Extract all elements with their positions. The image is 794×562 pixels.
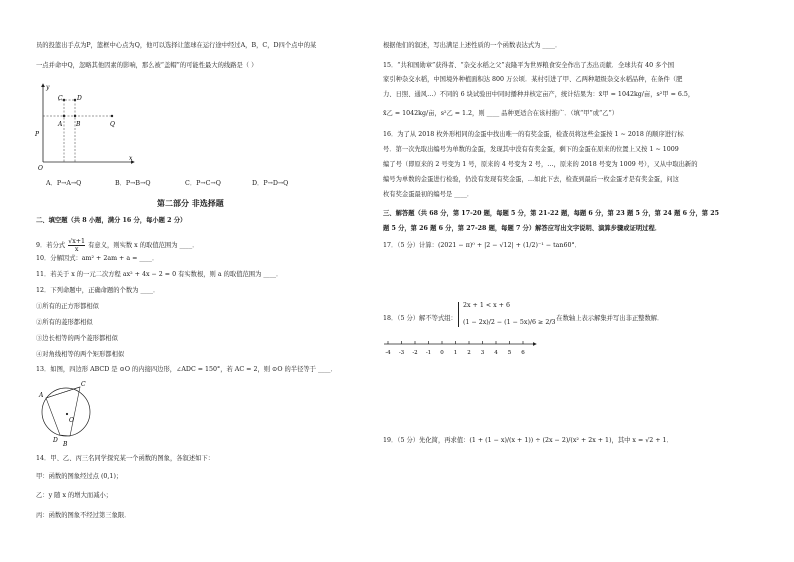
q11: 11．若关于 x 的一元二次方程 ax² + 4x − 2 = 0 有实数根，则 a 的取值范围为 ____． xyxy=(36,271,283,278)
x-label: x xyxy=(129,155,133,162)
q15-line-3: 力、日照、通风…）不同的 6 块试验田中同时播种并核定亩产，统计结果为：x̄甲 = 1042kg/亩，s²甲 = 6.5， xyxy=(383,91,695,98)
q9-fraction xyxy=(68,238,85,253)
point-a: A xyxy=(58,121,63,128)
q18-post: ，在数轴上表示解集并写出非正整数解． xyxy=(550,315,664,322)
q9-numerator: √x+1 xyxy=(68,238,86,245)
q12-item-2: ②所有的菱形都相似 xyxy=(36,319,93,326)
q18-eq-2: (1 − 2x)/2 − (1 − 5x)/6 ≥ 2/3 xyxy=(463,319,556,326)
q9-post: 有意义，则实数 x 的取值范围为 ____． xyxy=(88,242,199,249)
origin-label: O xyxy=(38,165,43,172)
circle-figure xyxy=(36,376,96,448)
tick-label: 0 xyxy=(440,350,444,356)
q15-line-1: 15．“共和国勋章”获得者、“杂交水稻之父”袁隆平为世界粮食安全作出了杰出贡献．全球共有 40 多个国 xyxy=(383,62,675,69)
tick-label: 6 xyxy=(521,350,525,356)
circle-point-a: A xyxy=(39,392,44,399)
tick-label: 2 xyxy=(467,350,471,356)
q9 xyxy=(36,238,198,253)
q16-line-4: 编号为单数的金蛋进行检验，仍没有发现有奖金蛋，…如此下去，检查到最后一枚金蛋才是有奖金蛋，问这 xyxy=(383,176,679,183)
q12-item-4: ④对角线相等的两个矩形都相似 xyxy=(36,351,125,358)
fill-blank-heading: 二、填空题（共 8 小题，满分 16 分，每小题 2 分） xyxy=(36,217,187,224)
q14-item-3: 丙：函数的图象不经过第三象限． xyxy=(36,512,131,519)
point-q: Q xyxy=(110,121,115,128)
solve-heading-2: 题 5 分，第 26 题 6 分，第 27-28 题，每题 7 分）解答应写出文字说明、演算步骤或证明过程． xyxy=(383,225,662,232)
tick-label: 3 xyxy=(480,350,485,356)
tick-label: -2 xyxy=(412,350,418,356)
point-p: P xyxy=(35,131,40,138)
point-b: B xyxy=(76,121,81,128)
circle-point-d: D xyxy=(53,437,58,444)
choice-d: D．P→D→Q xyxy=(252,180,289,187)
circle-point-b: B xyxy=(63,441,68,448)
part-title: 第二部分 非选择题 xyxy=(157,198,224,208)
q16-line-3: 编了号（即原来的 2 号变为 1 号，原来的 4 号变为 2 号，…，原来的 2018 号变为 1009 号），又从中取出新的 xyxy=(383,161,698,168)
q17: 17．（5 分）计算：(2021 − π)⁰ + |2 − √12| + (1/2)⁻¹ − tan60°． xyxy=(383,242,581,249)
intro-line-2: 一点并命中Q，忽略其他因素的影响，那么被“盖帽”的可能性最大的线路是（ ） xyxy=(36,62,258,69)
q15-line-4: x̄乙 = 1042kg/亩，s²乙 = 1.2，则 ____ 品种更适合在该村推广．（填“甲”或“乙”） xyxy=(383,110,619,117)
q14-item-2: 乙：y 随 x 的增大而减小； xyxy=(36,492,113,499)
tick-label: -3 xyxy=(398,350,405,356)
q14-item-1: 甲：函数的图象经过点 (0,1)； xyxy=(36,473,123,480)
q18-eq-1: 2x + 1 < x + 6 xyxy=(463,302,510,309)
point-c: C xyxy=(58,95,63,102)
choice-a: A．P→A→Q xyxy=(46,180,82,187)
q15-line-2: 家引种杂交水稻，中国境外种植面积达 800 万公顷．某村引进了甲、乙两种超级杂交水稻品种，在条件（肥 xyxy=(383,76,683,83)
tick-label: 1 xyxy=(453,350,458,356)
q9-denominator: x xyxy=(74,246,79,253)
tick-label: 4 xyxy=(494,350,498,356)
tick-label: -4 xyxy=(385,350,391,356)
q16-line-5: 枚有奖金蛋最初的编号是 ____． xyxy=(383,191,474,198)
point-d: D xyxy=(77,95,82,102)
q19: 19．（5 分）先化简，再求值：(1 + (1 − x)/(x + 1)) ÷ (2x − 2)/(x² + 2x + 1)，其中 x = √2 + 1． xyxy=(383,437,673,444)
q14: 14．甲、乙、丙三名同学探究某一个函数的图象，各叙述如下： xyxy=(36,455,215,462)
circle-point-c: C xyxy=(81,381,86,388)
tick-label: -1 xyxy=(425,350,432,356)
q16-line-1: 16．为了从 2018 枚外形相同的金蛋中找出唯一的有奖金蛋，检查员将这些金蛋按 1 ~ 2018 的顺序进行标 xyxy=(383,131,684,138)
number-line xyxy=(380,338,540,360)
tick-label: 5 xyxy=(507,350,512,356)
q9-pre: 9．若分式 xyxy=(36,242,66,249)
q18-pre: 18．（5 分）解不等式组： xyxy=(383,315,457,322)
solve-heading-1: 三、解答题（共 68 分，第 17-20 题，每题 5 分，第 21-22 题，每题 6 分，第 23 题 5 分，第 24 题 6 分，第 25 xyxy=(383,210,720,217)
q12-item-3: ③边长相等的两个菱形都相似 xyxy=(36,335,118,342)
y-label: y xyxy=(46,84,50,91)
choice-c: C．P→C→Q xyxy=(185,180,221,187)
intro-line-1: 员的投篮出手点为P，篮框中心点为Q，他可以选择让篮球在运行途中经过A，B，C，D四个点中的某 xyxy=(36,42,317,49)
q12: 12．下列命题中，正确命题的个数为 ____． xyxy=(36,287,160,294)
circle-center-o: O xyxy=(69,417,74,424)
choice-b: B．P→B→Q xyxy=(115,180,151,187)
q18-system xyxy=(458,302,555,327)
q10: 10．分解因式：am² + 2am + a = ____． xyxy=(36,255,159,262)
trajectory-graph xyxy=(30,78,140,172)
q16-line-2: 号．第一次先取出编号为单数的金蛋，发现其中没有有奖金蛋，剩下的金蛋在原来的位置上又按 1 ~ 1009 xyxy=(383,146,679,153)
q13: 13．如图，四边形 ABCD 是 ⊙O 的内接四边形，∠ADC = 150°，若 AC = 2，则 ⊙O 的半径等于 ____． xyxy=(36,366,337,373)
q12-item-1: ①所有的正方形都相似 xyxy=(36,303,99,310)
q14-answer-line: 根据他们的叙述，写出满足上述性质的一个函数表达式为 ____． xyxy=(383,42,562,49)
